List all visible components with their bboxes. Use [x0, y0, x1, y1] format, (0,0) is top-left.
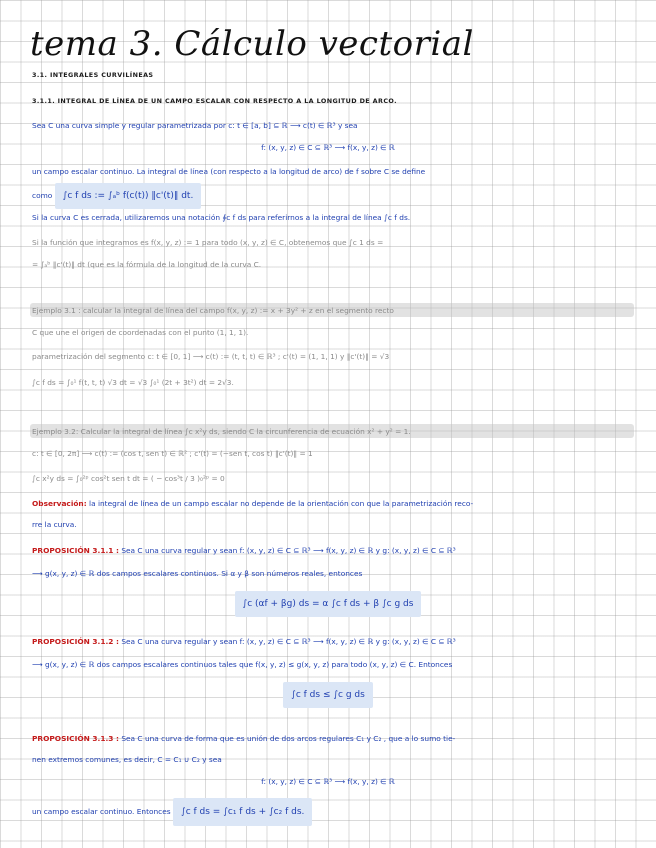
- proposition-3-line-4: [32, 798, 642, 826]
- proposition-2-line-1: [32, 636, 642, 647]
- observation-text: la integral de línea de un campo escalar no depende de la orientación con que la parametrización reco-: [89, 499, 474, 508]
- length-note-1: Si la función que integramos es f(x, y, z) := 1 para todo (x, y, z) ∈ C, obtenemos que ∫c 1 ds =: [32, 238, 384, 247]
- proposition-3-formula: ∫c f ds = ∫c₁ f ds + ∫c₂ f ds.: [173, 798, 312, 826]
- proposition-2-formula: ∫c f ds ≤ ∫c g ds: [283, 682, 373, 708]
- observation-label: Observación:: [32, 499, 87, 508]
- definition-line-3: un campo escalar continuo. La integral de línea (con respecto a la longitud de arco) de f sobre C se define: [32, 167, 426, 176]
- definition-field: f: (x, y, z) ∈ C ⊆ ℝ³ ⟶ f(x, y, z) ∈ ℝ: [261, 143, 395, 152]
- proposition-2-formula-row: [0, 682, 656, 708]
- proposition-1-label: PROPOSICIÓN 3.1.1 :: [32, 546, 119, 555]
- definition-formula: ∫c f ds := ∫ₐᵇ f(c(t)) ‖c'(t)‖ dt.: [55, 183, 202, 209]
- proposition-3-text: Sea C una curva de forma que es unión de dos arcos regulares C₁ y C₂ , que a lo sumo tie-: [121, 734, 456, 743]
- example-1-title: Ejemplo 3.1 : calcular la integral de línea del campo f(x, y, z) := x + 3y² + z en el segmento recto: [32, 306, 394, 315]
- proposition-2-text: Sea C una curva regular y sean f: (x, y, z) ∈ C ⊆ ℝ³ ⟶ f(x, y, z) ∈ ℝ y g: (x, y, z) ∈ C ⊆ ℝ³: [121, 637, 456, 646]
- proposition-3-prefix: un campo escalar continuo. Entonces: [32, 807, 171, 816]
- proposition-2-line-2: ⟶ g(x, y, z) ∈ ℝ dos campos escalares continuos tales que f(x, y, z) ≤ g(x, y, z) para todo (x, y, z) ∈ C. Entonces: [32, 660, 453, 669]
- example-2-line-2: c: t ∈ [0, 2π] ⟶ c(t) := (cos t, sen t) ∈ ℝ² ; c'(t) = (−sen t, cos t) ‖c'(t)‖ = 1: [32, 449, 313, 458]
- subsection-heading: 3.1.1. INTEGRAL DE LÍNEA DE UN CAMPO ESCALAR CON RESPECTO A LA LONGITUD DE ARCO.: [32, 97, 397, 105]
- page-title: tema 3. Cálculo vectorial: [30, 24, 474, 64]
- proposition-3-line-1: [32, 733, 642, 744]
- example-2-title: Ejemplo 3.2: Calcular la integral de línea ∫c x²y ds, siendo C la circunferencia de ecuación x² + y² = 1.: [32, 427, 411, 436]
- observation-line-1: [32, 498, 642, 509]
- closed-curve-note: Si la curva C es cerrada, utilizaremos una notación ∮c f ds para referirnos a la integral de línea ∫c f ds.: [32, 213, 411, 222]
- proposition-1-line-2: ⟶ g(x, y, z) ∈ ℝ dos campos escalares continuos. Si α y β son números reales, entonces: [32, 569, 363, 578]
- proposition-3-label: PROPOSICIÓN 3.1.3 :: [32, 734, 119, 743]
- example-1-line-3: parametrización del segmento c: t ∈ [0, 1] ⟶ c(t) := (t, t, t) ∈ ℝ³ ; c'(t) = (1, 1, 1) y ‖c'(t)‖ = √3: [32, 352, 390, 361]
- section-heading: 3.1. INTEGRALES CURVILÍNEAS: [32, 71, 154, 79]
- example-1-line-2: C que une el origen de coordenadas con el punto (1, 1, 1).: [32, 328, 249, 337]
- proposition-1-text: Sea C una curva regular y sean f: (x, y, z) ∈ C ⊆ ℝ³ ⟶ f(x, y, z) ∈ ℝ y g: (x, y, z) ∈ C ⊆ ℝ³: [121, 546, 456, 555]
- definition-line-1: Sea C una curva simple y regular parametrizada por c: t ∈ [a, b] ⊆ ℝ ⟶ c(t) ∈ ℝ³ y sea: [32, 121, 358, 130]
- example-1-line-4: ∫c f ds = ∫₀¹ f(t, t, t) √3 dt = √3 ∫₀¹ (2t + 3t²) dt = 2√3.: [32, 378, 234, 387]
- definition-prefix: como: [32, 191, 53, 200]
- proposition-1-formula-row: [0, 591, 656, 617]
- proposition-1-line-1: [32, 545, 642, 556]
- proposition-3-field: f: (x, y, z) ∈ C ⊆ ℝ³ ⟶ f(x, y, z) ∈ ℝ: [261, 777, 395, 786]
- length-note-2: = ∫ₐᵇ ‖c'(t)‖ dt (que es la fórmula de la longitud de la curva C.: [32, 260, 262, 269]
- proposition-1-formula: ∫c (αf + βg) ds = α ∫c f ds + β ∫c g ds: [235, 591, 422, 617]
- example-2-line-3: ∫c x²y ds = ∫₀²ᵖ cos²t sen t dt = ( − cos³t / 3 )₀²ᵖ = 0: [32, 474, 225, 483]
- proposition-2-label: PROPOSICIÓN 3.1.2 :: [32, 637, 119, 646]
- observation-line-2: rre la curva.: [32, 520, 77, 529]
- definition-line-4: [32, 183, 642, 209]
- proposition-3-line-2: nen extremos comunes, es decir, C = C₁ ∪ C₂ y sea: [32, 755, 222, 764]
